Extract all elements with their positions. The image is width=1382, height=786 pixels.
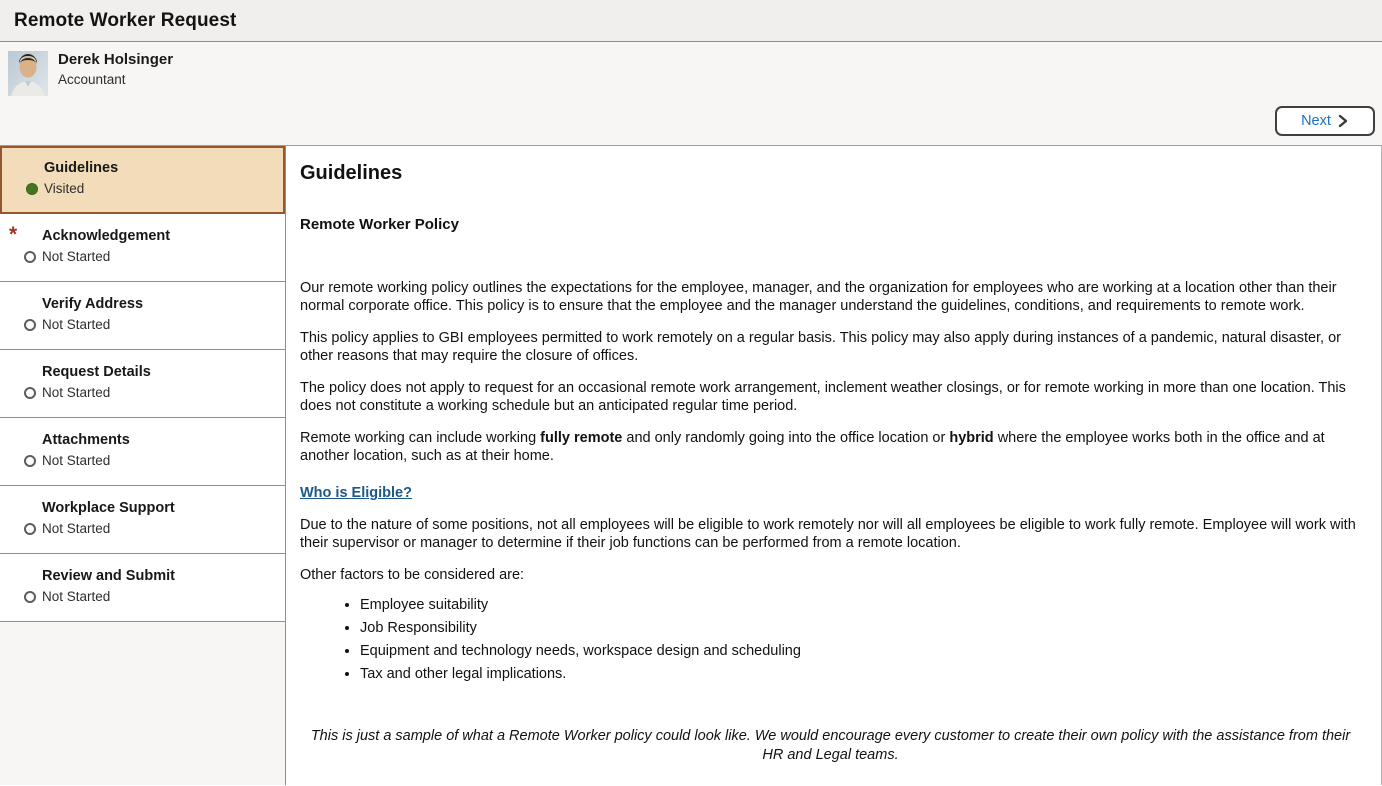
step-status-label: Visited xyxy=(44,181,85,196)
list-item: • Employee suitability xyxy=(360,596,1361,614)
not-started-circle-icon xyxy=(24,523,36,535)
sidebar-item-acknowledgement[interactable] xyxy=(0,214,285,282)
sample-policy-footnote: This is just a sample of what a Remote Worker policy could look like. We would encourage every customer to create their own policy with the assistance from their HR and Legal teams. xyxy=(310,728,1351,763)
step-title: Guidelines xyxy=(44,160,119,176)
step-sidebar xyxy=(0,146,286,785)
list-item: • Tax and other legal implications. xyxy=(360,665,1361,683)
not-started-circle-icon xyxy=(24,251,36,263)
chevron-right-icon xyxy=(1338,114,1349,128)
policy-paragraph-1: Our remote working policy outlines the expectations for the employee, manager, and the organization for employees who are working at a location other than their normal corporate office. This policy is to ensure that the employee and the manager understand the guidelines, conditions, and requirements to remote work. xyxy=(300,280,1337,314)
policy-paragraph-3: The policy does not apply to request for an occasional remote work arrangement, inclement weather closings, or for remote working in more than one location. This does not constitute a working schedule but an anticipated regular time period. xyxy=(300,380,1346,414)
hybrid-emphasis: hybrid xyxy=(949,430,994,446)
sidebar-item-workplace-support[interactable] xyxy=(0,486,285,554)
sidebar-item-request-details[interactable] xyxy=(0,350,285,418)
page-title-bar xyxy=(0,0,1382,42)
step-status-label: Not Started xyxy=(42,453,111,468)
sidebar-item-verify-address[interactable] xyxy=(0,282,285,350)
not-started-circle-icon xyxy=(24,319,36,331)
person-photo-icon xyxy=(8,51,48,96)
employee-name: Derek Holsinger xyxy=(58,51,174,68)
step-status-label: Not Started xyxy=(42,249,111,264)
step-title: Attachments xyxy=(42,432,130,448)
next-button[interactable] xyxy=(1275,106,1375,136)
step-status-label: Not Started xyxy=(42,317,111,332)
next-button-label: Next xyxy=(1301,113,1331,129)
sidebar-item-attachments[interactable] xyxy=(0,418,285,486)
sidebar-item-guidelines[interactable] xyxy=(0,146,285,214)
not-started-circle-icon xyxy=(24,387,36,399)
content-heading: Guidelines xyxy=(300,162,403,184)
main-area xyxy=(0,146,1382,785)
not-started-circle-icon xyxy=(24,455,36,467)
policy-paragraph-2: This policy applies to GBI employees permitted to work remotely on a regular basis. This policy may also apply during instances of a pandemic, natural disaster, or other reasons that may require the closure of offices. xyxy=(300,330,1342,364)
eligibility-paragraph: Due to the nature of some positions, not all employees will be eligible to work remotely nor will all employees be eligible to work fully remote. Employee will work with their supervisor or manager to determine if their job functions can be performed from a remote location. xyxy=(300,517,1356,551)
list-item: • Job Responsibility xyxy=(360,619,1361,637)
sidebar-item-review-and-submit[interactable] xyxy=(0,554,285,622)
step-status-label: Not Started xyxy=(42,385,111,400)
employee-banner xyxy=(0,42,1382,146)
policy-paragraph-4: Remote working can include working fully remote and only randomly going into the office location or hybrid where the employee works both in the office and at another location, such as at their home. xyxy=(300,430,1325,464)
step-status-label: Not Started xyxy=(42,589,111,604)
factors-list xyxy=(300,596,1361,683)
step-title: Acknowledgement xyxy=(42,228,171,244)
step-title: Workplace Support xyxy=(42,500,175,516)
visited-dot-icon xyxy=(26,183,38,195)
page-title: Remote Worker Request xyxy=(14,9,237,31)
step-title: Request Details xyxy=(42,364,151,380)
other-factors-intro: Other factors to be considered are: xyxy=(300,567,525,583)
step-status-label: Not Started xyxy=(42,521,111,536)
list-item: • Equipment and technology needs, workspace design and scheduling xyxy=(360,642,1361,660)
fully-remote-emphasis: fully remote xyxy=(540,430,623,446)
sidebar-filler xyxy=(0,622,285,785)
guidelines-content xyxy=(286,146,1382,785)
who-is-eligible-link[interactable]: Who is Eligible? xyxy=(300,485,412,501)
step-title: Verify Address xyxy=(42,296,144,312)
employee-job-title: Accountant xyxy=(58,72,126,87)
required-asterisk-icon: * xyxy=(9,223,18,246)
not-started-circle-icon xyxy=(24,591,36,603)
step-title: Review and Submit xyxy=(42,568,175,584)
policy-subheading: Remote Worker Policy xyxy=(300,216,459,233)
